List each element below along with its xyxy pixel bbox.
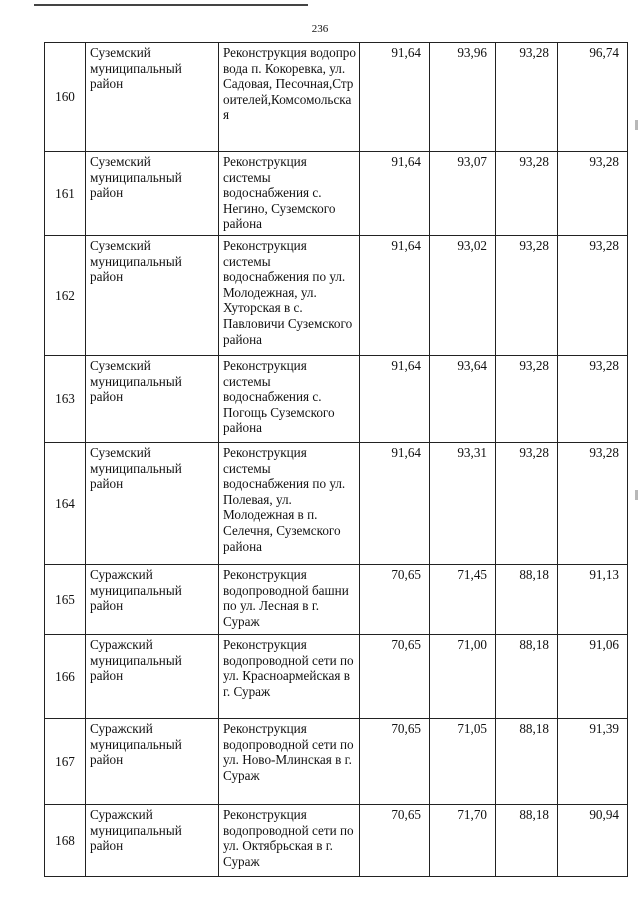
value-cell-4: 93,28 [558,443,628,565]
district-cell: Суражский муниципальный район [86,805,219,877]
value-cell-2: 93,64 [430,356,496,443]
page-number: 236 [311,23,329,35]
scan-artifact-mark [635,120,638,130]
row-number: 161 [45,152,86,236]
value-cell-3: 93,28 [496,152,558,236]
value-cell-1: 70,65 [360,805,430,877]
row-number: 163 [45,356,86,443]
district-cell: Суземский муниципальный район [86,443,219,565]
value-cell-1: 91,64 [360,236,430,356]
value-cell-4: 93,28 [558,356,628,443]
district-cell: Суземский муниципальный район [86,152,219,236]
table-row [45,719,628,805]
value-cell-4: 91,39 [558,719,628,805]
table-row [45,356,628,443]
row-number: 166 [45,635,86,719]
value-cell-3: 88,18 [496,805,558,877]
value-cell-3: 88,18 [496,719,558,805]
object-cell: Реконструкция системы водоснабжения с. Негино, Суземского района [219,152,360,236]
value-cell-4: 91,06 [558,635,628,719]
value-cell-2: 71,45 [430,565,496,635]
table-row [45,43,628,152]
object-cell: Реконструкция водопровода п. Кокоревка, ул. Садовая, Песочная,Строителей,Комсомольская [219,43,360,152]
district-cell: Суражский муниципальный район [86,565,219,635]
table-row [45,635,628,719]
table-row [45,443,628,565]
row-number: 162 [45,236,86,356]
value-cell-2: 93,07 [430,152,496,236]
object-cell: Реконструкция системы водоснабжения по ул. Полевая, ул. Молодежная в п. Селечня, Суземского района [219,443,360,565]
value-cell-2: 71,70 [430,805,496,877]
data-table [44,42,628,877]
value-cell-4: 91,13 [558,565,628,635]
value-cell-2: 71,05 [430,719,496,805]
table-row [45,805,628,877]
district-cell: Суземский муниципальный район [86,356,219,443]
object-cell: Реконструкция водопроводной сети по ул. Октябрьская в г. Сураж [219,805,360,877]
value-cell-2: 93,02 [430,236,496,356]
row-number: 167 [45,719,86,805]
object-cell: Реконструкция водопроводной сети по ул. Красноармейская в г. Сураж [219,635,360,719]
object-cell: Реконструкция водопроводной башни по ул. Лесная в г. Сураж [219,565,360,635]
value-cell-1: 91,64 [360,43,430,152]
value-cell-3: 93,28 [496,443,558,565]
value-cell-1: 70,65 [360,719,430,805]
value-cell-1: 91,64 [360,152,430,236]
object-cell: Реконструкция водопроводной сети по ул. Ново-Млинская в г. Сураж [219,719,360,805]
value-cell-4: 90,94 [558,805,628,877]
row-number: 164 [45,443,86,565]
value-cell-3: 88,18 [496,635,558,719]
value-cell-4: 93,28 [558,236,628,356]
table-row [45,152,628,236]
value-cell-2: 93,96 [430,43,496,152]
table-row [45,565,628,635]
district-cell: Суземский муниципальный район [86,236,219,356]
value-cell-4: 96,74 [558,43,628,152]
value-cell-1: 91,64 [360,356,430,443]
district-cell: Суражский муниципальный район [86,635,219,719]
table-row [45,236,628,356]
district-cell: Суземский муниципальный район [86,43,219,152]
scan-artifact-mark [635,490,638,500]
value-cell-4: 93,28 [558,152,628,236]
row-number: 160 [45,43,86,152]
value-cell-3: 88,18 [496,565,558,635]
value-cell-3: 93,28 [496,236,558,356]
value-cell-3: 93,28 [496,356,558,443]
row-number: 168 [45,805,86,877]
object-cell: Реконструкция системы водоснабжения по ул. Молодежная, ул. Хуторская в с. Павловичи Суземского района [219,236,360,356]
object-cell: Реконструкция системы водоснабжения с. Погощь Суземского района [219,356,360,443]
value-cell-1: 70,65 [360,565,430,635]
scan-artifact-line [34,4,308,6]
value-cell-1: 91,64 [360,443,430,565]
value-cell-2: 93,31 [430,443,496,565]
row-number: 165 [45,565,86,635]
value-cell-1: 70,65 [360,635,430,719]
district-cell: Суражский муниципальный район [86,719,219,805]
value-cell-2: 71,00 [430,635,496,719]
value-cell-3: 93,28 [496,43,558,152]
